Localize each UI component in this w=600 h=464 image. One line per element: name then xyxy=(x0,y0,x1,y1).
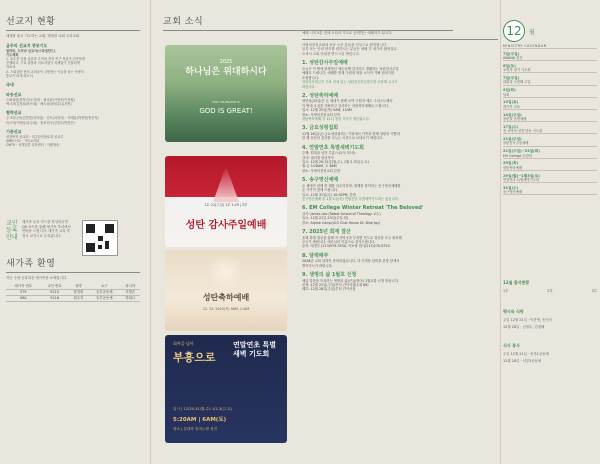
group-line: 성경번역 선교회 · 미주한인장로회 선교부 xyxy=(6,134,64,139)
table-header: 성명 xyxy=(69,284,88,290)
prayer-line: 진행되고, 구호 물품과 의료지원이 지체없이 전달되게 xyxy=(6,61,80,66)
calendar-event xyxy=(503,125,597,135)
qr-code-icon[interactable] xyxy=(82,220,118,256)
announcement-heading: 5. 송구영신예배 xyxy=(302,177,339,184)
event-date: 7일(주일) xyxy=(503,76,520,80)
announcement-line: 받아가시기 바랍니다. xyxy=(302,263,333,268)
calendar-event xyxy=(503,137,597,147)
announcements-section xyxy=(302,31,498,292)
schedule-row: 12월 28일 · 김형수, 김정해 xyxy=(503,325,545,329)
group-line: 멕시코(김상희/조은희) · 베트남(최성수/유지연) xyxy=(6,102,72,107)
attendance-row xyxy=(503,288,597,293)
theme-english: GOD IS GREAT! xyxy=(199,107,253,115)
event-date: 21일(주일)~23일(화) xyxy=(503,149,540,154)
prayer-label: 금주의 선교지 중보기도 xyxy=(6,42,48,48)
card-date: 12. 25. 2025(목) 9AM, 11AM xyxy=(202,307,250,311)
announcement-line: 배부: 12월 28일(주일)부터 간이서점 xyxy=(302,287,356,292)
attendance-cell: 1부 xyxy=(503,289,509,293)
month-label: 월 xyxy=(529,28,535,36)
group-label-domestic: 국내 xyxy=(6,82,14,88)
event-name: 연말연초 특별새벽기도회 xyxy=(503,178,540,183)
announcement-line: 일시: 12월 25일(목) 9AM, 11AM xyxy=(302,108,352,113)
mission-intro: 세계를 품고 기도하는 교회, 행복한 교회 우리교회 xyxy=(6,34,80,38)
theme-sub: MAY HIS PRAISE IS xyxy=(212,100,240,104)
new-family-section xyxy=(6,256,140,302)
table-header: 새가족 번호 xyxy=(6,284,41,290)
divider xyxy=(503,60,597,61)
registration-line: 연락을 드립니다. 새가족 교육 후 xyxy=(22,229,70,234)
divider xyxy=(6,272,140,273)
card-place: 장소 | 본대학 임마누엘 성전 xyxy=(173,427,217,431)
attendance-cell: 2부 xyxy=(547,289,553,293)
calendar-events xyxy=(503,52,597,196)
announcement-item xyxy=(302,272,498,292)
announcement-item xyxy=(302,125,498,140)
table-row xyxy=(6,295,140,301)
table-header: 교구 xyxy=(88,284,120,290)
meal-row: 12월 28일 · 서부3공동체 xyxy=(503,359,542,363)
mission-section xyxy=(6,14,140,147)
divider xyxy=(503,97,597,98)
table-cell: 9116 xyxy=(41,295,69,301)
table-cell: 동부공동체 xyxy=(88,295,120,301)
announcement-line: 강사: James Lee (Talbot School of Theology 교수) xyxy=(302,211,381,216)
announcement-item xyxy=(302,229,498,249)
divider xyxy=(503,109,597,110)
card-time: 5:20AM | 6AM(토) xyxy=(173,417,227,423)
table-cell: 079 xyxy=(6,289,41,295)
registration-label: 교인 등록 안내 xyxy=(6,220,18,241)
announcement-heading: 1. 성탄감사주일예배 xyxy=(302,60,348,67)
announcement-line: 장소: 사랑의찬성교회 본당 xyxy=(302,168,341,173)
event-date: 25일(목) xyxy=(503,161,519,166)
event-date: 17일(수) xyxy=(503,124,519,129)
theme-main: 하나님은 위대하시다 xyxy=(185,67,267,77)
announcement-heading: 3. 금요성령집회 xyxy=(302,125,339,132)
announcement-line: 예배로 드립니다. 예배를 통해 구원의 복된 소식이 기뻐 넘치기를 xyxy=(302,71,395,76)
prayer-line: 2. 스와질란 현지 교회들이 고통받는 이들을 돌는 사랑의 xyxy=(6,69,84,74)
event-name: 전 교역자 성경 낭독 기도회 xyxy=(503,129,543,134)
prayer-topics-label: 기도제목 xyxy=(6,52,19,57)
event-name: EM College 수련회 xyxy=(503,153,532,158)
announcement-note: 송구영신예배 후 1월 1일(목) 연합신년 특별새벽기도회는 없습니다. xyxy=(302,197,399,201)
meal-label: 식사 봉사 xyxy=(503,343,520,348)
table-cell: 동부공동체 xyxy=(88,289,120,295)
registration-line: 정식 교인으로 등록됩니다. xyxy=(22,233,62,238)
event-date: 31일(수) xyxy=(503,185,519,190)
calendar-event xyxy=(503,76,597,86)
announcement-line: 일시: 12월 29-31일(월-수), 1월 2-3일(금-토) xyxy=(302,160,369,165)
month-number: 12 xyxy=(503,20,525,42)
table-header: 교인 번호 xyxy=(41,284,69,290)
table-header: 파니야 xyxy=(121,284,140,290)
announcement-line: 주시기 바랍니다. 예수님의 이름으로 감사드립니다. xyxy=(302,240,376,245)
event-name: AWANA 종강 xyxy=(503,56,523,60)
event-name: 대림절 두번째 주일 xyxy=(503,80,531,85)
event-date: 6일(토) xyxy=(503,63,516,68)
announcement-line: 매일 말씀을 묵상하는 생명의 삶(큰글/영어) 1월호를 신청 받습니다. xyxy=(302,278,399,283)
month-header xyxy=(503,20,597,42)
announcement-heading: 9. 생명의 삶 1월호 신청 xyxy=(302,272,357,279)
welcome-line: 오셔서 교회 안내를 받으시길 바랍니다. xyxy=(302,51,360,56)
card-title: 성탄축하예배 xyxy=(202,293,250,302)
announcement-item xyxy=(302,253,498,268)
welcome-line: 등록 또는 안내 받기를 원하시는 분들은 예배 후 새가족 환영실로 xyxy=(302,47,397,52)
announcement-heading: 8. 달력배부 xyxy=(302,252,329,259)
announcement-line: 소원합니다. xyxy=(302,75,319,80)
announcement-note: 성탄감사헌금은 주보 안에 있는 성탄감사헌금봉투를 사용해 주시기 xyxy=(302,80,398,85)
news-section xyxy=(163,14,303,34)
event-date: 14일(주일) xyxy=(503,112,522,117)
divider xyxy=(503,121,597,122)
news-title: 교회 소식 xyxy=(163,17,204,27)
new-family-note: 지난 주에 등록하신 새가족을 소개합니다. xyxy=(6,276,68,280)
tree-icon xyxy=(213,166,239,202)
announcement-line: 12월 26일(금) 금요성령집회는 가정에서 가족과 함께 성탄의 기쁨과 xyxy=(302,131,400,136)
card-date: 일시 | 12/29-31(월-수) 1/2-3(금-토) xyxy=(173,407,233,411)
announcement-line: 신청: 12월 21일(주일)까지 간이서점(1권 $8) xyxy=(302,283,369,288)
event-date: 21일(주일) xyxy=(503,137,522,142)
meal-row: 주일 12월 21일 · 동부1공동체 xyxy=(503,352,549,356)
attendance-cell: 3부 xyxy=(591,289,597,293)
event-name: 성탄축하예배 xyxy=(503,165,523,170)
event-date: 13일(토) xyxy=(503,100,519,105)
new-family-table xyxy=(6,284,140,302)
divider xyxy=(503,182,597,183)
announcement-note: 바랍니다. xyxy=(302,84,316,89)
announcement-line: 일시: 12월 31일(수) 10:50PM, 본당 xyxy=(302,192,356,197)
prayer-line: 하소서. xyxy=(6,65,17,70)
calendar-event xyxy=(503,186,597,196)
registration-section xyxy=(6,220,142,256)
announcement-heading: 7. 2025년 회계 결산 xyxy=(302,229,351,236)
announcement-note: 성탄축하예배 후 12시 점심 식사가 제공됩니다. xyxy=(302,117,370,122)
event-name: 당회 xyxy=(503,92,510,97)
announcement-line: 2026년 교회 달력이 준비되었습니다. 각 가정당 달력을 본당 앞에서 xyxy=(302,259,400,264)
missionary-name: 권러비, 오자마 선교사(스와질란드) xyxy=(6,48,56,53)
weekly-stats xyxy=(503,280,597,363)
announcement-line: 월-금 5:20AM, 토 6AM xyxy=(302,164,337,169)
registration-line: 새가족 등록 카드를 작성하시면 xyxy=(22,220,68,224)
event-name: 교역자 정기 기도회 xyxy=(503,68,531,73)
announcement-item xyxy=(302,60,498,89)
card-tagline: 회복을 넘어 xyxy=(173,341,194,346)
table-cell: 장영원 xyxy=(69,289,88,295)
event-name: 송구영신예배 xyxy=(503,190,523,195)
calendar-event xyxy=(503,52,597,62)
lead-text: 예배 시작 5분 전에 오셔서 기도로 준비하는 예배자가 됩시다. xyxy=(302,31,393,35)
table-cell: 080 xyxy=(6,295,41,301)
new-family-title: 새가족 환영 xyxy=(6,259,56,269)
event-name: 성탄절 찬양예배 xyxy=(503,117,527,122)
table-cell: 하희나 xyxy=(121,295,140,301)
prayer-line: 1. 올수준 인원 실증과 수여과 지역 목구 작업이 신속하게 xyxy=(6,57,85,61)
event-name: 새가족 교육 xyxy=(503,104,520,109)
mission-title: 선교지 현황 xyxy=(6,17,56,27)
dawn-prayer-card[interactable] xyxy=(165,335,287,443)
announcement-line: 주제: 회복을 넘어 부흥으로(사 37:5) xyxy=(302,151,356,156)
announcement-line: 강사: 권리형 담임목사 xyxy=(302,155,334,160)
event-date: 9일(화) xyxy=(503,88,516,93)
calendar-title: MINISTRY CALENDAR xyxy=(503,44,547,48)
announcement-line: 온 세대가 함께 한 해를 마무리하며, 새해를 맞이하는 송구영신예배를 xyxy=(302,183,401,188)
table-cell: 9115 xyxy=(41,289,69,295)
christmas-service-card[interactable] xyxy=(165,250,287,331)
calendar-event xyxy=(503,149,597,159)
divider xyxy=(503,133,597,134)
announcement-item xyxy=(302,145,498,174)
announcement-line: 성탄절(25일)은 온 세대가 함께 모여 구원자 예수 그리스도께서 xyxy=(302,99,393,104)
announcement-heading: 4. 연말연초 특별새벽기도회 xyxy=(302,144,364,151)
announcement-line: 올해 회계 결산을 위해 각 사역국과 부서별 진도로 정산을 모두 완료해 xyxy=(302,235,402,240)
divider xyxy=(503,170,597,171)
announcement-line: 장소: 사랑의찬성교회 본당 xyxy=(302,112,341,117)
table-cell: 조명순 xyxy=(121,289,140,295)
theme-card[interactable] xyxy=(165,45,287,142)
announcement-line: 오늘은 이 땅에 탄생하신 예수님께 감사하고 경배하는 성탄감사주일 xyxy=(302,66,399,71)
announcement-heading: 6. EM College Winter Retreat 'The Beloved' xyxy=(302,205,424,212)
calendar-event xyxy=(503,100,597,110)
event-date: 7일(주일) xyxy=(503,51,520,56)
divider xyxy=(6,30,140,31)
christmas-thanks-card[interactable] xyxy=(165,156,287,247)
fold-line-right xyxy=(500,0,501,464)
announcement-list xyxy=(302,60,498,292)
divider xyxy=(302,39,498,40)
announcement-line: 문의: 재정부 (213)979-3530, 이보형 집사(213)270-5324 xyxy=(302,244,390,249)
card-date: 12. 21(주일) 1부 1:29 | 3부 xyxy=(204,203,248,207)
event-name: 성탄감사주일예배 xyxy=(503,141,529,146)
announcement-line: 한 해 동안의 감사를 나누는 시간으로 보내시기 바랍니다. xyxy=(302,136,384,141)
theme-year: 2025 xyxy=(219,59,233,65)
schedule-label: 행사와 식탁 xyxy=(503,309,524,314)
divider xyxy=(503,158,597,159)
welcome-line: 사랑의찬성교회에 처음 오신 분들을 진심으로 환영합니다. xyxy=(302,42,388,47)
group-line: 우크라니아(김한빛/강미란) · 인도(서대식) · 카메룬(박경현/정은지) xyxy=(6,116,99,121)
calendar-event xyxy=(503,64,597,74)
divider xyxy=(503,72,597,73)
event-date: 29일(월)~1월3일(토) xyxy=(503,173,540,178)
announcement-line: 장소: Alpine Camp(415 Club House Dr. Blue Jay) xyxy=(302,220,381,225)
group-label-sent: 파송선교 xyxy=(6,92,22,98)
ministry-calendar xyxy=(503,20,597,195)
prayer-line: 통로가 되게 하소서. xyxy=(6,73,34,78)
calendar-event xyxy=(503,88,597,98)
divider xyxy=(503,194,597,195)
announcement-heading: 2. 성탄축하예배 xyxy=(302,92,339,99)
card-title: 연말연초 특별 새벽 기도회 xyxy=(233,341,277,358)
announcement-line: 이 땅에 오심을 기뻐하고 감사하는 성탄축하예배로 드립니다. xyxy=(302,103,389,108)
schedule-row: 주일 12월 21일 · 이종명, 송인자 xyxy=(503,318,552,322)
announcement-line: 온 가족이 함께 드립니다. xyxy=(302,188,339,193)
divider xyxy=(503,48,597,49)
announcement-item xyxy=(302,205,498,225)
ornament-icon xyxy=(205,256,245,288)
group-label-partner: 협력선교 xyxy=(6,110,22,116)
calendar-event xyxy=(503,174,597,184)
divider xyxy=(503,146,597,147)
calendar-event xyxy=(503,161,597,171)
announcement-item xyxy=(302,93,498,122)
table-cell: 원수지 xyxy=(69,295,88,301)
group-line: 러시아(이태상/옥주희) · 캄보디아(김현수/박경은) xyxy=(6,120,75,125)
group-label-org: 기관선교 xyxy=(6,128,22,134)
divider xyxy=(503,85,597,86)
group-line: GMN 선교 · 기독교서회 xyxy=(6,139,40,144)
registration-line: QR 코드를 통해 새가족 부서에서 xyxy=(22,224,71,229)
announcement-line: 일시: 12월 21일-23일(주일-화) xyxy=(302,216,349,221)
attendance-label: 12월 출석현황 xyxy=(503,280,530,285)
card-headline: 부흥으로 xyxy=(173,351,216,364)
group-line: CMTV · 성경말씀 유학센터 · 이레방송 xyxy=(6,143,60,148)
announcement-item xyxy=(302,177,498,201)
card-title: 성탄 감사주일예배 xyxy=(185,220,267,231)
fold-line-left xyxy=(150,0,151,464)
registration-text xyxy=(22,220,78,238)
calendar-event xyxy=(503,113,597,123)
group-line: 스와질란(정하진/오자마) · 필리핀(이영조/이정원) xyxy=(6,98,75,103)
